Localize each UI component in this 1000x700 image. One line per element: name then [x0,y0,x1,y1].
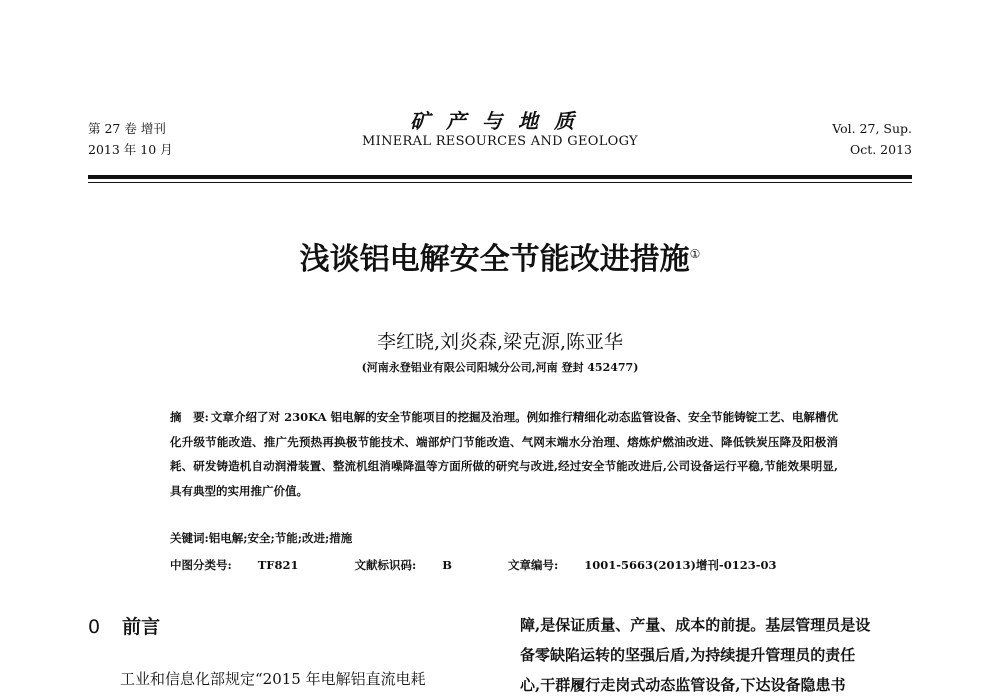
section-title: 前言 [122,616,161,638]
keywords-text: 铝电解;安全;节能;改进;措施 [208,531,353,545]
issue-date: 2013 年 10 月 [88,142,173,157]
journal-issue-info [88,118,173,160]
classification-line [170,557,828,573]
abstract-text: 文章介绍了对 230KA 铝电解的安全节能项目的挖掘及治理。例如推行精细化动态监管设备、安全节能铸锭工艺、电解槽优化升级节能改造、推广先预热再换极节能技术、端部炉门节能改造、气网末端水分治理、熔炼炉燃油改进、降低铁炭压降及阳极消耗、研发铸造机自动润滑装置、整流机组消噪降温等方面所做的研究与改进,经过安全节能改进后,公司设备运行平稳,节能效果明显,具有典型的实用推广价值。 [170,410,838,498]
header-rule-thin [88,182,912,183]
article-title-text: 浅谈铝电解安全节能改进措施 [299,242,690,277]
abstract-label: 摘 要: [170,410,209,424]
article-no-value: 1001-5663(2013)增刊-0123-03 [584,558,777,572]
section-number: 0 [88,616,101,638]
keywords-label: 关键词: [170,531,209,545]
article-no-field [508,558,802,572]
article-no-label: 文章编号: [508,558,559,572]
body-line: 心,干群履行走岗式动态监管设备,下达设备隐患书 [520,676,846,694]
doc-code-label: 文献标识码: [354,558,417,572]
volume-label: 第 27 卷 增刊 [88,121,166,136]
body-left-column: 工业和信息化部规定“2015 年电解铝直流电耗 [120,670,426,688]
article-title [0,234,1000,278]
body-right-column [520,610,913,700]
date-en: Oct. 2013 [849,142,912,157]
journal-masthead [300,108,700,150]
clc-value: TF821 [257,558,299,572]
author-affiliation: (河南永登铝业有限公司阳城分公司,河南 登封 452477) [361,361,639,374]
keywords [170,530,352,546]
doc-code-field [355,558,478,572]
abstract [170,405,838,503]
author-list: 李红晓,刘炎森,梁克源,陈亚华 [376,331,624,353]
journal-title-en: MINERAL RESOURCES AND GEOLOGY [362,134,638,149]
clc-field [170,558,324,572]
volume-en: Vol. 27, Sup. [832,121,912,136]
title-footnote-marker: ① [689,247,701,261]
clc-label: 中图分类号: [170,558,232,572]
journal-title-cn: 矿产与地质 [410,109,590,133]
header-rule-thick [88,175,912,179]
body-line: 障,是保证质量、产量、成本的前提。基层管理员是设 [520,616,871,634]
doc-code-value: B [442,558,452,572]
journal-volume-en [832,118,912,160]
body-line: 备零缺陷运转的坚强后盾,为持续提升管理员的责任 [520,646,856,664]
section-heading [88,612,160,639]
